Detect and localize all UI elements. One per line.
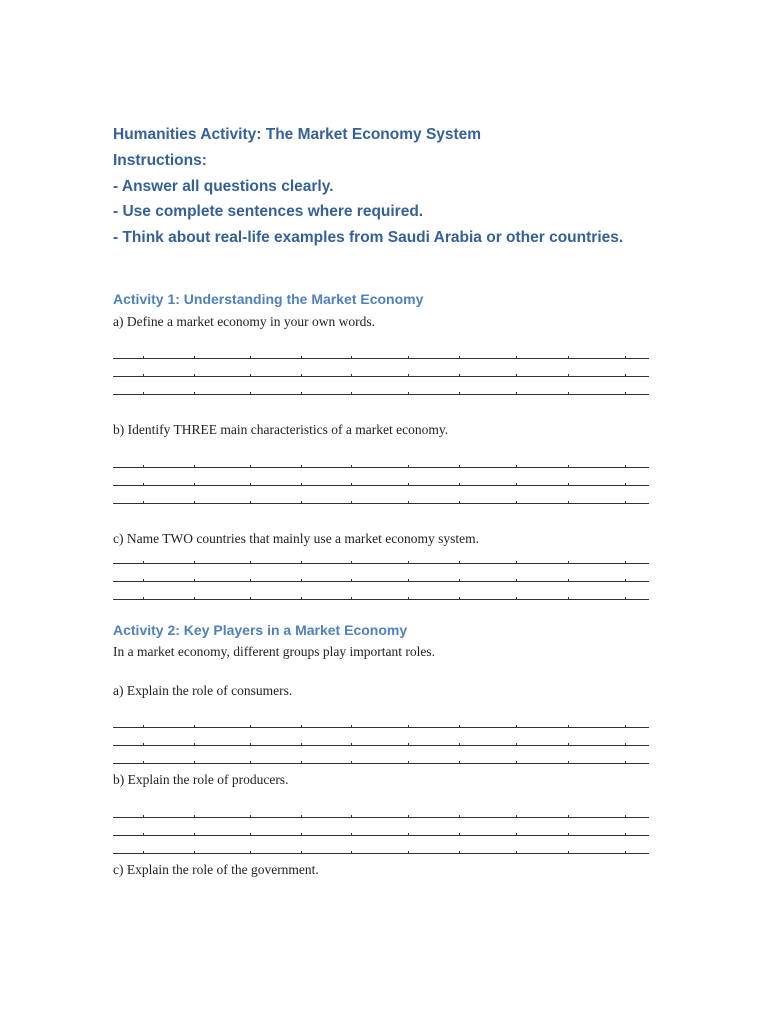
instruction-item: - Answer all questions clearly. [113,178,334,195]
answer-line[interactable] [113,467,649,468]
question-2c: c) Explain the role of the government. [113,862,319,877]
answer-line[interactable] [113,563,649,564]
answer-line[interactable] [113,763,649,764]
activity-1-title: Activity 1: Understanding the Market Economy [113,291,424,307]
instruction-item: - Think about real-life examples from Saudi Arabia or other countries. [113,229,624,246]
answer-line[interactable] [113,817,649,818]
question-1b: b) Identify THREE main characteristics of a market economy. [113,422,449,437]
answer-line[interactable] [113,599,649,600]
question-1a: a) Define a market economy in your own words. [113,314,376,329]
instructions-label: Instructions: [113,152,207,169]
answer-line[interactable] [113,376,649,377]
question-2a: a) Explain the role of consumers. [113,683,293,698]
activity-2-title: Activity 2: Key Players in a Market Economy [113,622,408,638]
question-1c: c) Name TWO countries that mainly use a market economy system. [113,531,480,546]
answer-line[interactable] [113,745,649,746]
instruction-item: - Use complete sentences where required. [113,203,424,220]
answer-line[interactable] [113,853,649,854]
answer-line[interactable] [113,835,649,836]
answer-line[interactable] [113,358,649,359]
question-2b: b) Explain the role of producers. [113,772,289,787]
activity-2-intro: In a market economy, different groups play important roles. [113,644,436,659]
answer-line[interactable] [113,394,649,395]
answer-line[interactable] [113,503,649,504]
worksheet-title: Humanities Activity: The Market Economy System [113,126,482,143]
answer-line[interactable] [113,581,649,582]
answer-line[interactable] [113,485,649,486]
answer-line[interactable] [113,727,649,728]
